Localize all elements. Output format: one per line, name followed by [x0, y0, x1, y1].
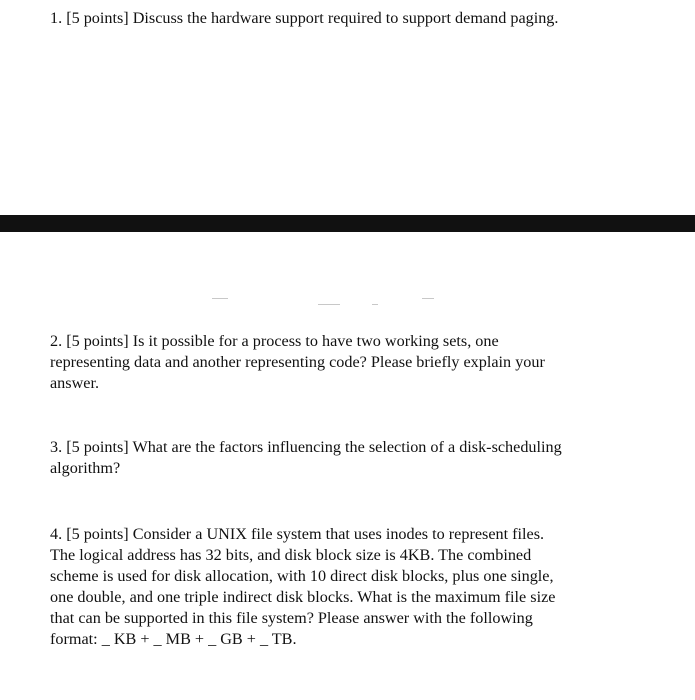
- question-3-line: 3. [5 points] What are the factors influencing the selection of a disk-scheduling: [50, 438, 562, 456]
- question-4-line: scheme is used for disk allocation, with 10 direct disk blocks, plus one single,: [50, 567, 554, 585]
- question-3-line: algorithm?: [50, 459, 121, 477]
- redaction-bar: [0, 215, 695, 232]
- scan-artifact: [422, 298, 434, 299]
- question-2-line: representing data and another representing code? Please briefly explain your: [50, 353, 545, 371]
- scan-artifact: [212, 298, 228, 299]
- question-1: [50, 8, 650, 29]
- question-4-line: format: _ KB + _ MB + _ GB + _ TB.: [50, 630, 297, 648]
- question-4-line: The logical address has 32 bits, and disk block size is 4KB. The combined: [50, 546, 532, 564]
- scan-artifact: [372, 304, 378, 305]
- question-1-line: 1. [5 points] Discuss the hardware support required to support demand paging.: [50, 9, 559, 27]
- question-4-line: that can be supported in this file system? Please answer with the following: [50, 609, 533, 627]
- question-4-line: one double, and one triple indirect disk blocks. What is the maximum file size: [50, 588, 556, 606]
- scan-artifact: [318, 304, 340, 305]
- question-2: [50, 331, 650, 394]
- question-4-line: 4. [5 points] Consider a UNIX file system that uses inodes to represent files.: [50, 525, 545, 543]
- question-3: [50, 437, 650, 479]
- question-2-line: answer.: [50, 374, 99, 392]
- question-4: [50, 524, 650, 650]
- question-2-line: 2. [5 points] Is it possible for a process to have two working sets, one: [50, 332, 499, 350]
